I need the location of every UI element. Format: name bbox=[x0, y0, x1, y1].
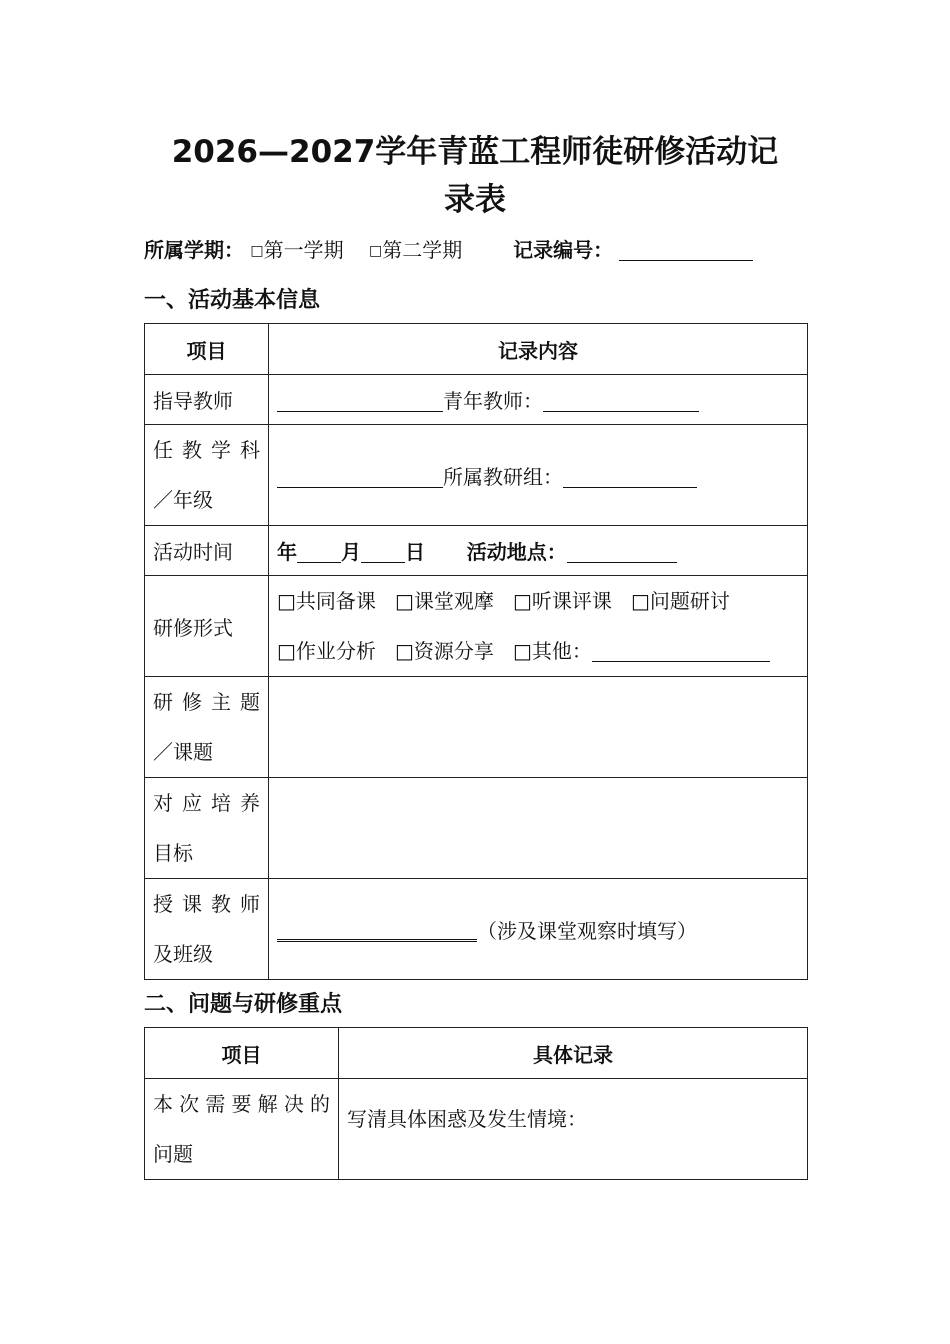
row-content-form bbox=[269, 576, 808, 677]
term-option1-label: 第一学期 bbox=[263, 238, 344, 262]
row-label-time: 活动时间 bbox=[145, 526, 269, 576]
checkbox-icon[interactable]: □ bbox=[630, 589, 650, 613]
table-row bbox=[145, 677, 808, 778]
form-options-row2 bbox=[277, 626, 799, 676]
row-content-mentor bbox=[269, 375, 808, 425]
row-label-subject bbox=[145, 425, 269, 526]
form-option: 课堂观摩 bbox=[413, 589, 494, 613]
row-content-subject bbox=[269, 425, 808, 526]
col-header-content: 记录内容 bbox=[269, 324, 808, 375]
checkbox-icon[interactable]: □ bbox=[512, 589, 532, 613]
row-label-problem bbox=[145, 1079, 339, 1180]
col-header-item: 项目 bbox=[145, 324, 269, 375]
col-header-item: 项目 bbox=[145, 1028, 339, 1079]
problem-label-a: 本次需要解决的 bbox=[153, 1092, 330, 1116]
checkbox-icon[interactable]: □ bbox=[394, 639, 414, 663]
table-header-row bbox=[145, 324, 808, 375]
problem-focus-table bbox=[144, 1027, 808, 1180]
term-option2-label: 第二学期 bbox=[382, 238, 463, 262]
checkbox-icon[interactable]: □ bbox=[277, 639, 296, 663]
row-label-goal bbox=[145, 778, 269, 879]
young-teacher-field[interactable] bbox=[543, 389, 699, 412]
record-number-label: 记录编号： bbox=[513, 238, 614, 262]
young-teacher-label: 青年教师： bbox=[443, 389, 543, 413]
row-label-mentor: 指导教师 bbox=[145, 375, 269, 425]
other-form-field[interactable] bbox=[592, 639, 770, 662]
day-label: 日 bbox=[405, 540, 425, 564]
form-option: 其他： bbox=[531, 639, 592, 663]
problem-label-b: 问题 bbox=[153, 1142, 193, 1166]
mentor-name-field[interactable] bbox=[277, 389, 443, 412]
goal-label-a: 对应培养 bbox=[153, 791, 260, 815]
record-number-field[interactable] bbox=[619, 240, 753, 261]
checkbox-icon[interactable]: □ bbox=[394, 589, 414, 613]
theme-label-a: 研修主题 bbox=[153, 690, 260, 714]
checkbox-icon[interactable]: □ bbox=[277, 589, 296, 613]
table-header-row bbox=[145, 1028, 808, 1079]
document-title bbox=[140, 128, 810, 224]
row-content-time bbox=[269, 526, 808, 576]
goal-field[interactable] bbox=[269, 778, 808, 879]
year-label: 年 bbox=[277, 540, 297, 564]
teacher-class-field[interactable] bbox=[277, 919, 477, 942]
goal-label-b: 目标 bbox=[153, 841, 193, 865]
form-option: 听课评课 bbox=[531, 589, 612, 613]
problem-content-cell[interactable] bbox=[339, 1079, 808, 1180]
row-label-theme bbox=[145, 677, 269, 778]
term-label: 所属学期： bbox=[144, 238, 244, 262]
row-label-teacher-class bbox=[145, 879, 269, 980]
col-header-record: 具体记录 bbox=[339, 1028, 808, 1079]
theme-field[interactable] bbox=[269, 677, 808, 778]
theme-label-b: ／课题 bbox=[153, 740, 213, 764]
form-option: 共同备课 bbox=[295, 589, 376, 613]
subject-label-b: ／年级 bbox=[153, 488, 213, 512]
table-row bbox=[145, 425, 808, 526]
form-option: 资源分享 bbox=[413, 639, 494, 663]
month-field[interactable] bbox=[297, 540, 341, 563]
table-row bbox=[145, 375, 808, 425]
form-options-row1 bbox=[277, 576, 799, 626]
teacher-class-note: （涉及课堂观察时填写） bbox=[477, 918, 697, 943]
table-row bbox=[145, 576, 808, 677]
title-line-1: 2026—2027学年青蓝工程师徒研修活动记 bbox=[171, 134, 779, 170]
term-option2-checkbox[interactable]: □ bbox=[369, 243, 383, 259]
row-label-form: 研修形式 bbox=[145, 576, 269, 677]
table-row bbox=[145, 879, 808, 980]
subject-label-a: 任教学科 bbox=[153, 438, 260, 462]
place-label: 活动地点： bbox=[466, 540, 567, 564]
place-field[interactable] bbox=[567, 540, 677, 563]
table-row bbox=[145, 526, 808, 576]
term-option1-checkbox[interactable]: □ bbox=[250, 243, 264, 259]
basic-info-table bbox=[144, 323, 808, 980]
problem-prompt: 写清具体困惑及发生情境： bbox=[347, 1107, 587, 1131]
checkbox-icon[interactable]: □ bbox=[512, 639, 532, 663]
day-field[interactable] bbox=[361, 540, 405, 563]
form-option: 问题研讨 bbox=[649, 589, 730, 613]
record-meta bbox=[144, 236, 753, 265]
teaching-group-label: 所属教研组： bbox=[443, 464, 563, 489]
title-line-2: 录表 bbox=[444, 182, 506, 218]
form-option: 作业分析 bbox=[295, 639, 376, 663]
subject-grade-field[interactable] bbox=[277, 465, 443, 488]
row-content-teacher-class bbox=[269, 879, 808, 980]
section2-heading: 二、问题与研修重点 bbox=[144, 992, 343, 1017]
table-row bbox=[145, 1079, 808, 1180]
section1-heading: 一、活动基本信息 bbox=[144, 288, 321, 313]
teacher-class-label-a: 授课教师 bbox=[153, 892, 260, 916]
month-label: 月 bbox=[341, 540, 361, 564]
teacher-class-label-b: 及班级 bbox=[153, 942, 213, 966]
table-row bbox=[145, 778, 808, 879]
teaching-group-field[interactable] bbox=[563, 465, 697, 488]
